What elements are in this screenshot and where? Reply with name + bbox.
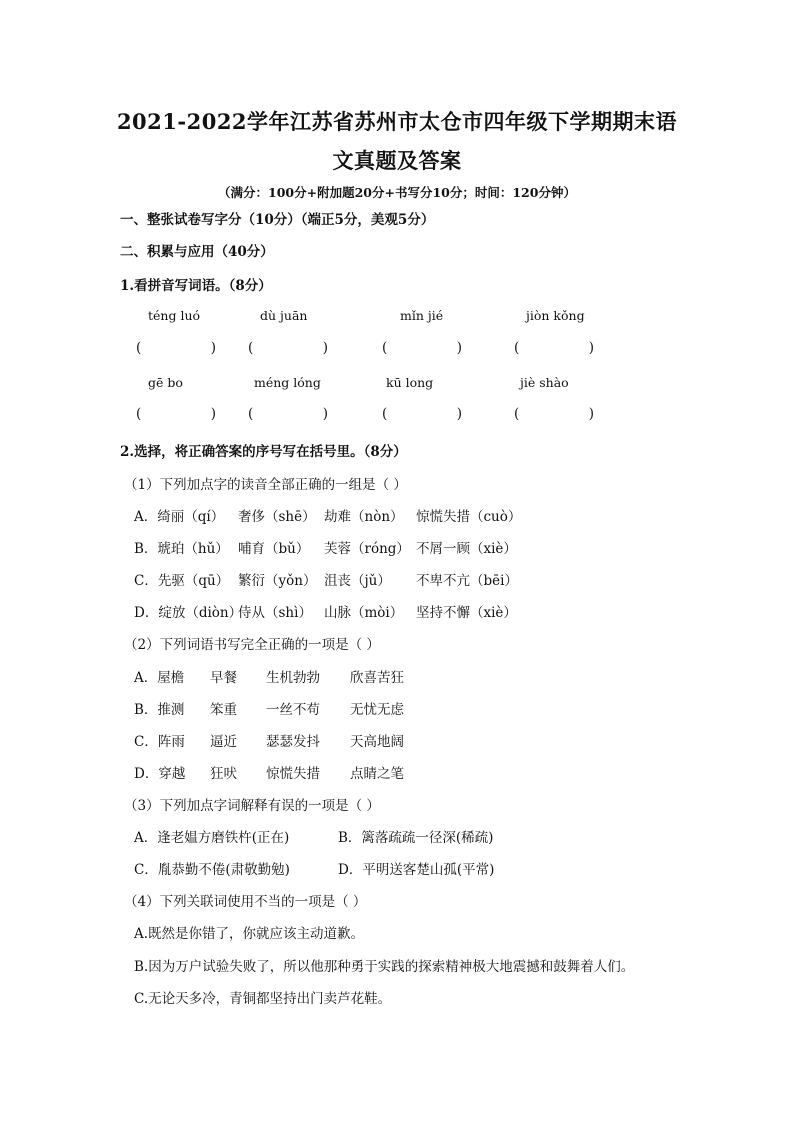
answer-blank-1[interactable] <box>136 340 216 356</box>
option-a: A．逢老媪方磨铁杵(正在) <box>134 830 290 846</box>
q2-2-option-d[interactable] <box>134 762 404 782</box>
option-word: 无忧无虑 <box>350 702 404 718</box>
answer-blank-3[interactable] <box>382 340 462 356</box>
answer-blank-2[interactable] <box>248 340 328 356</box>
q2-4-option-a[interactable]: A.既然是你错了，你就应该主动道歉。 <box>134 926 365 942</box>
option-word: 芙蓉（róng） <box>324 541 410 557</box>
q2-1-stem: （1）下列加点字的读音全部正确的一组是（ ） <box>124 477 407 493</box>
bracket-open: ( <box>382 406 388 422</box>
option-word: 劫难（nòn） <box>324 509 404 525</box>
q2-2-option-c[interactable] <box>134 730 404 750</box>
option-word: 哺育（bǔ） <box>238 541 310 557</box>
exam-title-line1: 2021-2022学年江苏省苏州市太仓市四年级下学期期末语 <box>116 109 678 134</box>
option-word: C．阵雨 <box>134 734 185 750</box>
q2-1-option-a[interactable] <box>134 505 521 525</box>
bracket-close: ) <box>456 340 462 356</box>
option-word: 沮丧（jǔ） <box>324 573 391 589</box>
q1-heading: 1.看拼音写词语。（8分） <box>120 278 272 294</box>
bracket-close: ) <box>322 406 328 422</box>
bracket-open: ( <box>382 340 388 356</box>
answer-blank-7[interactable] <box>382 406 462 422</box>
bracket-open: ( <box>136 406 142 422</box>
answer-blank-6[interactable] <box>248 406 328 422</box>
q2-1-option-b[interactable] <box>134 537 517 557</box>
q2-1-option-d[interactable] <box>134 601 517 621</box>
option-word: 一丝不苟 <box>266 702 320 718</box>
pinyin-8: jiè shào <box>520 375 569 390</box>
q2-3-option-row-1[interactable] <box>134 826 493 846</box>
option-word: 点睛之笔 <box>350 766 404 782</box>
q2-3-option-row-2[interactable] <box>134 858 494 878</box>
option-word: 笨重 <box>210 702 237 718</box>
pinyin-5: gē bo <box>148 375 183 390</box>
option-d: D．平明送客楚山孤(平常) <box>338 862 495 878</box>
bracket-open: ( <box>514 406 520 422</box>
bracket-close: ) <box>456 406 462 422</box>
option-word: A．绮丽（qí） <box>134 509 225 525</box>
bracket-open: ( <box>248 340 254 356</box>
bracket-close: ) <box>210 340 216 356</box>
pinyin-3: mǐn jié <box>400 308 444 323</box>
option-word: 惊慌失措 <box>266 766 320 782</box>
exam-title-line2: 文真题及答案 <box>332 148 462 173</box>
q2-4-option-b[interactable]: B.因为万户试验失败了，所以他那种勇于实践的探索精神极大地震撼和鼓舞着人们。 <box>134 959 635 975</box>
q2-4-option-c[interactable]: C.无论天多冷，青铜都坚持出门卖芦花鞋。 <box>134 991 392 1007</box>
option-word: 生机勃勃 <box>266 670 320 686</box>
q2-4-stem: （4）下列关联词使用不当的一项是（ ） <box>124 894 367 910</box>
option-word: 不屑一顾（xiè） <box>416 541 517 557</box>
bracket-open: ( <box>248 406 254 422</box>
q2-2-stem: （2）下列词语书写完全正确的一项是（ ） <box>124 637 380 653</box>
section-1-heading: 一、整张试卷写字分（10分）（端正5分，美观5分） <box>120 212 435 228</box>
option-word: 狂吠 <box>210 766 237 782</box>
pinyin-4: jiòn kǒng <box>526 308 585 323</box>
option-word: 逼近 <box>210 734 237 750</box>
option-word: 天高地阔 <box>350 734 404 750</box>
option-word: B．琥珀（hǔ） <box>134 541 229 557</box>
option-word: 坚持不懈（xiè） <box>416 605 517 621</box>
option-word: 繁衍（yǒn） <box>238 573 317 589</box>
section-2-heading: 二、积累与应用（40分） <box>120 244 274 260</box>
q2-2-option-b[interactable] <box>134 698 404 718</box>
option-word: 早餐 <box>210 670 237 686</box>
option-c: C．胤恭勤不倦(肃敬勤勉) <box>134 862 290 878</box>
pinyin-7: kū long <box>386 375 434 390</box>
q2-heading: 2.选择，将正确答案的序号写在括号里。（8分） <box>120 444 407 460</box>
pinyin-6: méng lóng <box>254 375 321 390</box>
pinyin-2: dù juān <box>260 308 308 323</box>
bracket-close: ) <box>322 340 328 356</box>
option-word: 不卑不亢（bēi） <box>416 573 518 589</box>
pinyin-1: téng luó <box>148 308 201 323</box>
option-word: 惊慌失措（cuò） <box>416 509 522 525</box>
bracket-open: ( <box>514 340 520 356</box>
bracket-close: ) <box>588 406 594 422</box>
option-word: B．推测 <box>134 702 185 718</box>
option-word: D．绽放（diòn） <box>134 605 243 621</box>
q2-1-option-c[interactable] <box>134 569 518 589</box>
bracket-open: ( <box>136 340 142 356</box>
option-word: A．屋檐 <box>134 670 185 686</box>
option-word: 奢侈（shē） <box>238 509 316 525</box>
answer-blank-5[interactable] <box>136 406 216 422</box>
option-word: D．穿越 <box>134 766 186 782</box>
answer-blank-8[interactable] <box>514 406 594 422</box>
option-word: 山脉（mòi） <box>324 605 404 621</box>
bracket-close: ) <box>588 340 594 356</box>
option-word: 瑟瑟发抖 <box>266 734 320 750</box>
q2-2-option-a[interactable] <box>134 666 404 686</box>
option-word: 欣喜苦狂 <box>350 670 404 686</box>
exam-subtitle: （满分：100分+附加题20分+书写分10分；时间：120分钟） <box>218 185 576 200</box>
q2-3-stem: （3）下列加点字词解释有误的一项是（ ） <box>124 798 380 814</box>
bracket-close: ) <box>210 406 216 422</box>
answer-blank-4[interactable] <box>514 340 594 356</box>
option-word: 侍从（shì） <box>238 605 312 621</box>
option-b: B．篱落疏疏一径深(稀疏) <box>338 830 494 846</box>
option-word: C．先驱（qū） <box>134 573 230 589</box>
